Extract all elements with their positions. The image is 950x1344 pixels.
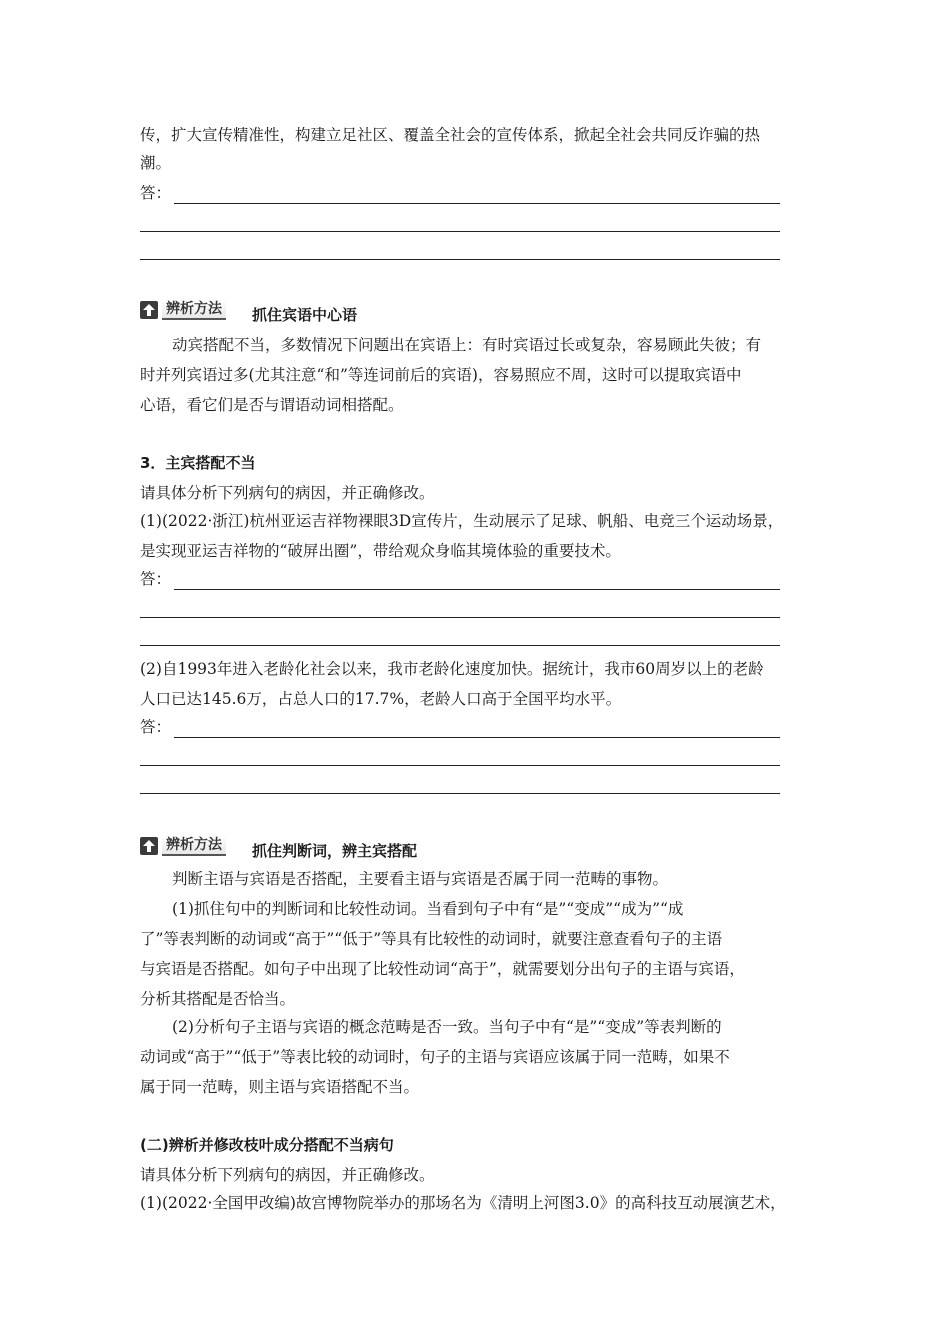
method-text-line: 了”等表判断的动词或“高于”“低于”等具有比较性的动词时，就要注意查看句子的主语 (140, 930, 723, 948)
answer-line[interactable] (140, 572, 780, 592)
question-1-line-1: (1)(2022·全国甲改编)故宫博物院举办的那场名为《清明上河图3.0》的高科技互动展演艺术， (140, 1194, 786, 1212)
method-text-line: 属于同一范畴，则主语与宾语搭配不当。 (140, 1078, 420, 1096)
answer-blank-line[interactable] (140, 748, 780, 768)
instruction-text: 请具体分析下列病句的病因，并正确修改。 (140, 484, 435, 502)
question-1-line-1: (1)(2022·浙江)杭州亚运吉祥物裸眼3D宣传片，生动展示了足球、帆船、电竞三个运动场景， (140, 512, 784, 530)
method-text-line: (1)抓住句中的判断词和比较性动词。当看到句子中有“是”“变成”“成为”“成 (172, 900, 684, 918)
method-text-line: 分析其搭配是否恰当。 (140, 990, 296, 1008)
pencil-arrow-icon (140, 837, 158, 855)
answer-line[interactable] (140, 720, 780, 740)
method-text-line: 动词或“高于”“低于”等表比较的动词时，句子的主语与宾语应该属于同一范畴，如果不 (140, 1048, 730, 1066)
answer-label: 答： (140, 570, 172, 588)
method-badge (140, 836, 234, 856)
method-title: 抓住判断词，辨主宾搭配 (252, 842, 418, 860)
method-badge-label: 辨析方法 (162, 300, 226, 320)
section-heading: 3．主宾搭配不当 (140, 454, 256, 472)
method-text-line: 判断主语与宾语是否搭配，主要看主语与宾语是否属于同一范畴的事物。 (172, 870, 669, 888)
answer-label: 答： (140, 718, 172, 736)
intro-line-2: 潮。 (140, 154, 172, 172)
question-2-line-1: (2)自1993年进入老龄化社会以来，我市老龄化速度加快。据统计，我市60周岁以上的老龄 (140, 660, 764, 678)
method-badge-label: 辨析方法 (162, 836, 226, 856)
answer-blank-line[interactable] (140, 214, 780, 234)
instruction-text: 请具体分析下列病句的病因，并正确修改。 (140, 1166, 435, 1184)
answer-blank-line[interactable] (140, 776, 780, 796)
pencil-arrow-icon (140, 301, 158, 319)
answer-label: 答： (140, 184, 172, 202)
answer-blank-line[interactable] (140, 600, 780, 620)
method-text-line: 与宾语是否搭配。如句子中出现了比较性动词“高于”，就需要划分出句子的主语与宾语， (140, 960, 745, 978)
intro-line-1: 传，扩大宣传精准性，构建立足社区、覆盖全社会的宣传体系，掀起全社会共同反诈骗的热 (140, 126, 761, 144)
answer-line[interactable] (140, 186, 780, 206)
method-text-line: (2)分析句子主语与宾语的概念范畴是否一致。当句子中有“是”“变成”等表判断的 (172, 1018, 722, 1036)
method-text-line: 心语，看它们是否与谓语动词相搭配。 (140, 396, 404, 414)
answer-blank-line[interactable] (140, 242, 780, 262)
method-text-line: 时并列宾语过多(尤其注意“和”等连词前后的宾语)，容易照应不周，这时可以提取宾语中 (140, 366, 742, 384)
method-title: 抓住宾语中心语 (252, 306, 358, 324)
section-heading: (二)辨析并修改枝叶成分搭配不当病句 (140, 1136, 394, 1154)
method-badge (140, 300, 234, 320)
method-text-line: 动宾搭配不当，多数情况下问题出在宾语上：有时宾语过长或复杂，容易顾此失彼；有 (172, 336, 762, 354)
answer-blank-line[interactable] (140, 628, 780, 648)
question-1-line-2: 是实现亚运吉祥物的“破屏出圈”，带给观众身临其境体验的重要技术。 (140, 542, 621, 560)
question-2-line-2: 人口已达145.6万，占总人口的17.7%，老龄人口高于全国平均水平。 (140, 690, 622, 708)
